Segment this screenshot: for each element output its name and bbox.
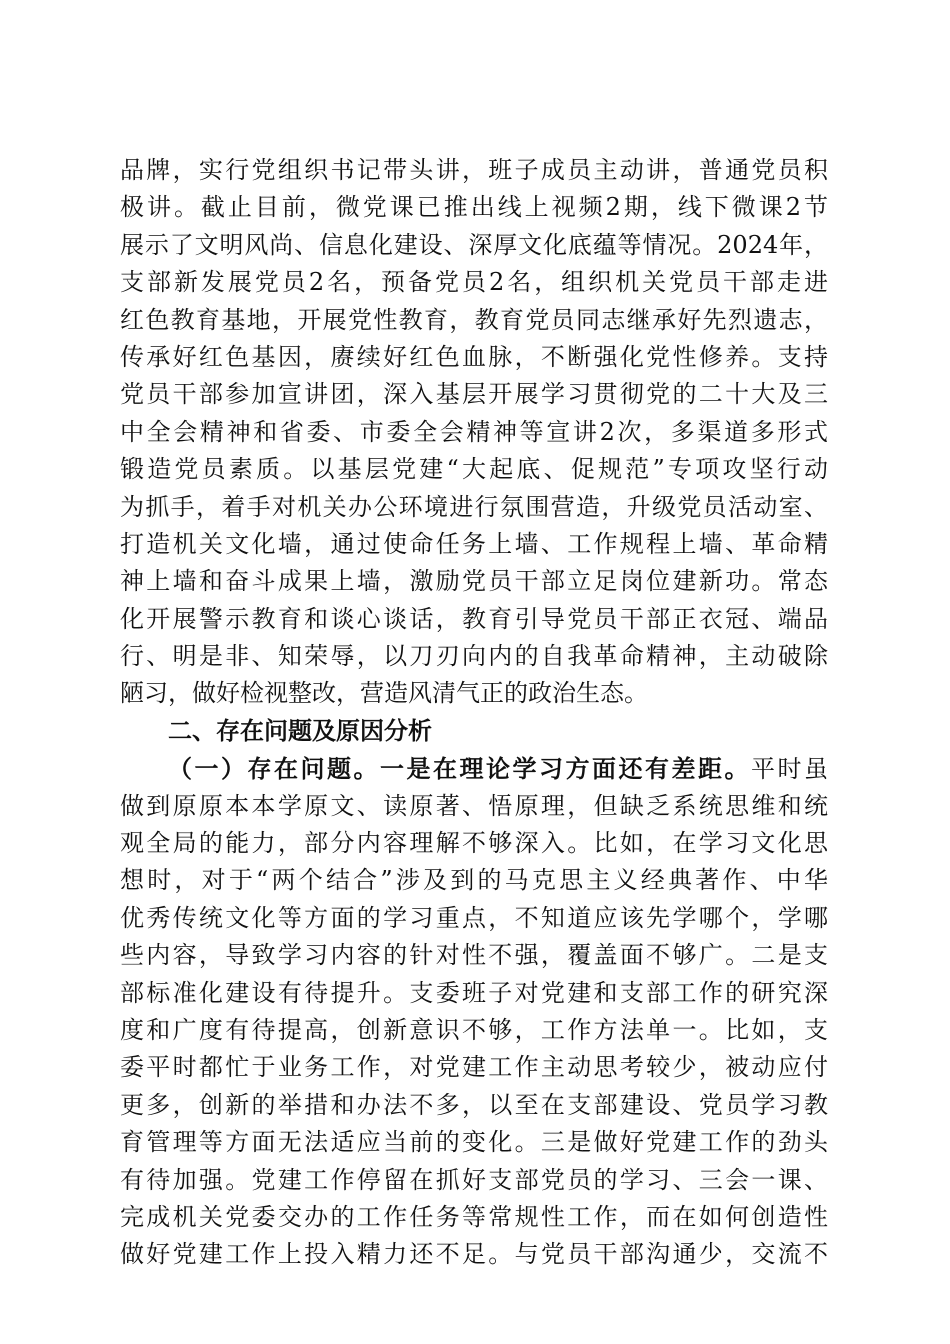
text-line: 想时，对于“两个结合”涉及到的马克思主义经典著作、中华: [120, 866, 828, 895]
text-line: 极讲。截止目前，微党课已推出线上视频2期，线下微课2节: [120, 193, 828, 222]
text-run: 平时虽: [751, 755, 828, 784]
text-line: 育管理等方面无法适应当前的变化。三是做好党建工作的劲头: [120, 1128, 828, 1157]
text-line: 行、明是非、知荣辱，以刀刃向内的自我革命精神，主动破除: [120, 642, 828, 671]
text-line-first: [120, 750, 828, 787]
text-line: 做好党建工作上投入精力还不足。与党员干部沟通少，交流不: [120, 1240, 828, 1269]
text-line: 度和广度有待提高，创新意识不够，工作方法单一。比如，支: [120, 1015, 828, 1044]
text-line: 中全会精神和省委、市委全会精神等宣讲2次，多渠道多形式: [120, 417, 828, 446]
paragraph-problems: [120, 750, 828, 1273]
text-line: 品牌，实行党组织书记带头讲，班子成员主动讲，普通党员积: [120, 156, 828, 184]
text-line: 红色教育基地，开展党性教育，教育党员同志继承好先烈遗志，: [120, 305, 828, 334]
text-line: 有待加强。党建工作停留在抓好支部党员的学习、三会一课、: [120, 1165, 828, 1194]
text-line: 部标准化建设有待提升。支委班子对党建和支部工作的研究深: [120, 978, 828, 1007]
text-line: 委平时都忙于业务工作，对党建工作主动思考较少，被动应付: [120, 1053, 828, 1082]
section-heading: 二、存在问题及原因分析: [168, 716, 432, 745]
text-line: 神上墙和奋斗成果上墙，激励党员干部立足岗位建新功。常态: [120, 567, 828, 596]
text-line: 传承好红色基因，赓续好红色血脉，不断强化党性修养。支持: [120, 342, 828, 371]
document-body: [120, 152, 828, 1274]
text-line: 做到原原本本学原文、读原著、悟原理，但缺乏系统思维和统: [120, 791, 828, 820]
text-line: 打造机关文化墙，通过使命任务上墙、工作规程上墙、革命精: [120, 529, 828, 558]
text-line: 支部新发展党员2名，预备党员2名，组织机关党员干部走进: [120, 268, 828, 297]
text-line: 展示了文明风尚、信息化建设、深厚文化底蕴等情况。2024年，: [120, 230, 828, 259]
text-line: 陋习，做好检视整改，营造风清气正的政治生态。: [120, 679, 648, 708]
text-line: 观全局的能力，部分内容理解不够深入。比如，在学习文化思: [120, 829, 828, 858]
text-line: 锻造党员素质。以基层党建“大起底、促规范”专项攻坚行动: [120, 455, 828, 484]
text-line: 党员干部参加宣讲团，深入基层开展学习贯彻党的二十大及三: [120, 380, 828, 409]
text-line: 些内容，导致学习内容的针对性不强，覆盖面不够广。二是支: [120, 941, 828, 970]
text-line: 优秀传统文化等方面的学习重点，不知道应该先学哪个，学哪: [120, 903, 828, 932]
text-line: 更多，创新的举措和办法不多，以至在支部建设、党员学习教: [120, 1090, 828, 1119]
paragraph-achievements: [120, 152, 828, 713]
text-line: 完成机关党委交办的工作任务等常规性工作，而在如何创造性: [120, 1202, 828, 1231]
subsection-lead: （一）存在问题。一是在理论学习方面还有差距。: [168, 754, 751, 784]
text-line: 为抓手，着手对机关办公环境进行氛围营造，升级党员活动室、: [120, 492, 828, 521]
text-line: 化开展警示教育和谈心谈话，教育引导党员干部正衣冠、端品: [120, 604, 828, 633]
